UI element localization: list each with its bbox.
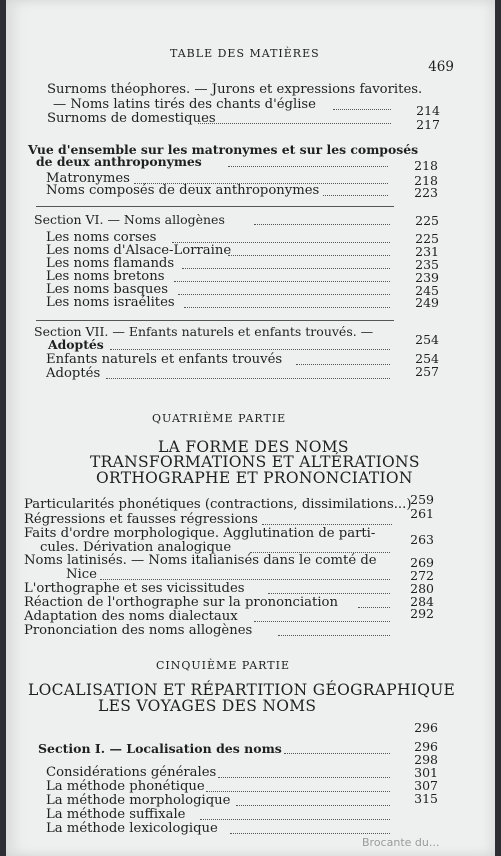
toc-entry-text: Noms composés de deux anthroponymes — [46, 183, 320, 198]
part-title: LA FORME DES NOMS — [158, 438, 349, 456]
toc-entry-text: Enfants naturels et enfants trouvés — [46, 352, 283, 367]
watermark: Brocante du... — [362, 836, 440, 849]
toc-entry-text: La méthode morphologique — [46, 793, 231, 808]
dot-leader — [106, 378, 390, 379]
toc-entry-text: Prononciation des noms allogènes — [24, 623, 253, 638]
dot-leader — [230, 833, 390, 834]
toc-page: 254 — [415, 351, 439, 366]
toc-page: 259 — [410, 492, 434, 507]
dot-leader — [184, 307, 390, 308]
toc-entry-text: L'orthographe et ses vicissitudes — [24, 581, 245, 596]
toc-page: 218 — [414, 173, 438, 188]
part-title: ORTHOGRAPHE ET PRONONCIATION — [96, 469, 413, 487]
folio-number: 469 — [428, 59, 454, 75]
section-heading: Section VI. — Noms allogènes — [34, 212, 225, 227]
dot-leader — [178, 294, 390, 295]
dot-leader — [236, 805, 390, 806]
dot-leader — [228, 166, 388, 167]
section-heading-cont: Adoptés — [48, 337, 104, 352]
toc-entry-text: Adaptation des noms dialectaux — [24, 609, 238, 624]
section-heading: Section VII. — Enfants naturels et enfants trouvés. — — [34, 324, 374, 339]
toc-page: 218 — [414, 158, 438, 173]
toc-page: 280 — [410, 581, 434, 596]
dot-leader — [268, 593, 390, 594]
dot-leader — [254, 224, 390, 225]
toc-heading: de deux anthroponymes — [36, 154, 202, 169]
toc-entry-text: La méthode suffixale — [46, 807, 186, 822]
toc-page: 235 — [415, 257, 439, 272]
toc-entry-text: Matronymes — [46, 171, 130, 186]
toc-entry-text: Noms latinisés. — Noms italianisés dans le comté de — [24, 553, 377, 568]
toc-page: 292 — [410, 606, 434, 621]
toc-page: 239 — [415, 270, 439, 285]
toc-page: 257 — [415, 364, 439, 379]
toc-page: 254 — [415, 332, 439, 347]
toc-page: 249 — [415, 295, 439, 310]
toc-page: 284 — [410, 594, 434, 609]
toc-entry-text: Adoptés — [46, 366, 101, 381]
dot-leader — [200, 819, 390, 820]
part-label: CINQUIÈME PARTIE — [156, 659, 290, 672]
part-title: LES VOYAGES DES NOMS — [98, 697, 317, 715]
dot-leader — [284, 753, 390, 754]
toc-page: 263 — [410, 532, 434, 547]
toc-page: 315 — [414, 791, 438, 806]
toc-page: 214 — [416, 103, 440, 118]
dot-leader — [228, 255, 390, 256]
toc-entry-text: Régressions et fausses régressions — [24, 512, 258, 527]
dot-leader — [198, 123, 391, 124]
dot-leader — [278, 635, 390, 636]
divider — [36, 320, 394, 321]
divider — [36, 206, 394, 207]
part-title: LOCALISATION ET RÉPARTITION GÉOGRAPHIQUE — [28, 681, 456, 699]
toc-page: 245 — [415, 283, 439, 298]
toc-entry-text: Considérations générales — [46, 765, 217, 780]
toc-entry-text: — Noms latins tirés des chants d'église — [53, 97, 316, 112]
toc-entry-text: Les noms d'Alsace-Lorraine — [46, 243, 232, 258]
dot-leader — [100, 579, 390, 580]
toc-entry-text: La méthode phonétique — [46, 779, 205, 794]
dot-leader — [218, 777, 390, 778]
toc-entry-text: Les noms flamands — [46, 256, 175, 271]
toc-page: 301 — [414, 765, 438, 780]
toc-entry-text: Les noms israélites — [46, 295, 175, 310]
dot-leader — [174, 281, 390, 282]
dot-leader — [358, 607, 390, 608]
toc-page: 296 — [414, 720, 438, 735]
section-heading: Section I. — Localisation des noms — [38, 741, 282, 756]
toc-page: 298 — [414, 752, 438, 767]
dot-leader — [296, 364, 390, 365]
running-header: TABLE DES MATIÈRES — [170, 47, 320, 60]
toc-entry-text: Particularités phonétiques (contractions, dissimilations...) — [24, 497, 412, 512]
dot-leader — [182, 268, 390, 269]
toc-entry-text: Surnoms théophores. — Jurons et expressions favorites. — [47, 82, 423, 97]
toc-heading: Vue d'ensemble sur les matronymes et sur les composés — [28, 142, 419, 157]
part-title: TRANSFORMATIONS ET ALTÉRATIONS — [90, 453, 420, 471]
toc-page: 261 — [410, 506, 434, 521]
toc-page: 296 — [414, 739, 438, 754]
toc-entry-text: Les noms bretons — [46, 269, 165, 284]
toc-page: 223 — [414, 185, 438, 200]
toc-page: 225 — [415, 231, 439, 246]
toc-page: 231 — [415, 244, 439, 259]
dot-leader — [110, 349, 390, 350]
toc-entry-text: cules. Dérivation analogique — [40, 540, 232, 555]
dot-leader — [206, 791, 390, 792]
toc-entry-text: Réaction de l'orthographe sur la prononciation — [24, 595, 338, 610]
toc-page: 272 — [410, 568, 434, 583]
dot-leader — [333, 109, 391, 110]
toc-entry-text: Les noms basques — [46, 282, 168, 297]
toc-entry-text: La méthode lexicologique — [46, 821, 218, 836]
toc-entry-text: Les noms corses — [46, 230, 157, 245]
toc-page: 269 — [410, 555, 434, 570]
toc-entry-text: Nice — [66, 567, 97, 582]
toc-entry-text: Surnoms de domestiques — [47, 111, 216, 126]
toc-page: 307 — [414, 778, 438, 793]
toc-page: 217 — [416, 117, 440, 132]
toc-entry-text: Faits d'ordre morphologique. Agglutination de parti- — [24, 526, 376, 541]
dot-leader — [323, 195, 388, 196]
toc-page: 225 — [415, 213, 439, 228]
book-page — [6, 0, 495, 856]
dot-leader — [262, 524, 392, 525]
part-label: QUATRIÈME PARTIE — [152, 412, 287, 425]
dot-leader — [254, 621, 390, 622]
